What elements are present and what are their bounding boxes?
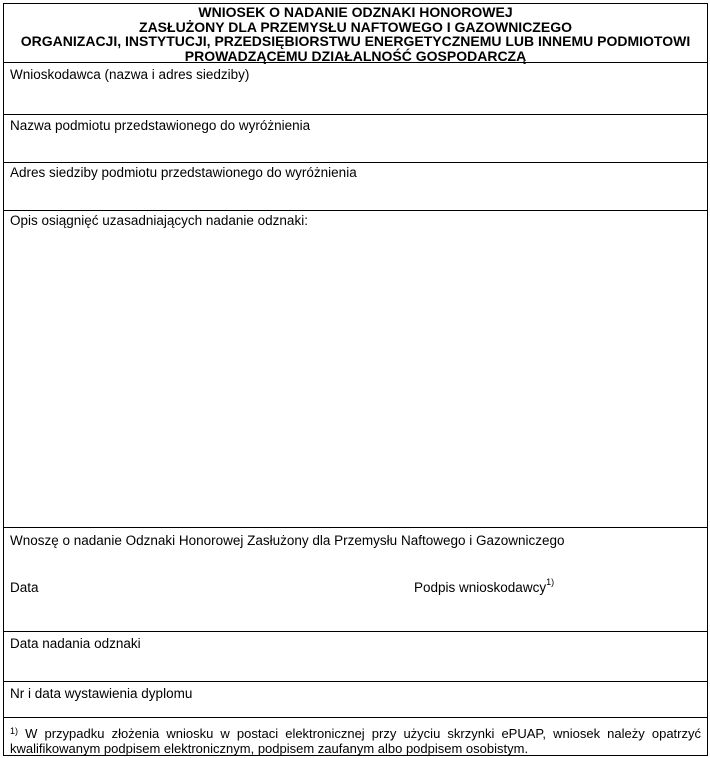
diploma-field[interactable] [4,681,707,717]
application-form [3,3,708,756]
request-signature-section [4,527,707,631]
footnote [4,717,707,757]
entity-address-label: Adres siedziby podmiotu przedstawionego do wyróżnienia [10,165,357,180]
signature-label: Podpis wnioskodawcy [414,580,547,595]
signature-label-wrap [414,577,555,595]
footnote-mark: 1) [10,726,19,736]
achievements-field[interactable] [4,210,707,527]
form-title-line-1: WNIOSEK O NADANIE ODZNAKI HONOROWEJ [198,4,513,20]
entity-address-field[interactable] [4,162,707,210]
footnote-text: W przypadku złożenia wniosku w postaci elektronicznej przy użyciu skrzynki ePUAP, wniosek należy opatrzyć kwalifikowanym podpisem elektronicznym, podpisem zaufanym albo podpisem osobistym. [10,726,701,756]
entity-name-label: Nazwa podmiotu przedstawionego do wyróżnienia [10,118,311,133]
applicant-field[interactable] [4,62,707,114]
award-date-field[interactable] [4,631,707,681]
award-date-label: Data nadania odznaki [10,636,141,651]
request-statement: Wnoszę o nadanie Odznaki Honorowej Zasłużony dla Przemysłu Naftowego i Gazowniczego [10,533,565,548]
form-title-line-4: PROWADZĄCEMU DZIAŁALNOŚĆ GOSPODARCZĄ [184,47,527,64]
form-header [4,4,707,62]
signature-footnote-mark: 1) [546,577,555,587]
date-label: Data [10,580,39,595]
form-title-line-2: ZASŁUŻONY DLA PRZEMYSŁU NAFTOWEGO I GAZOWNICZEGO [139,18,572,35]
form-title-line-3: ORGANIZACJI, INSTYTUCJI, PRZEDSIĘBIORSTWU ENERGETYCZNEMU LUB INNEMU PODMIOTOWI [20,33,691,49]
diploma-label: Nr i data wystawienia dyplomu [10,686,193,701]
entity-name-field[interactable] [4,114,707,162]
applicant-label: Wnioskodawca (nazwa i adres siedziby) [10,67,250,82]
achievements-label: Opis osiągnięć uzasadniających nadanie odznaki: [10,213,308,228]
